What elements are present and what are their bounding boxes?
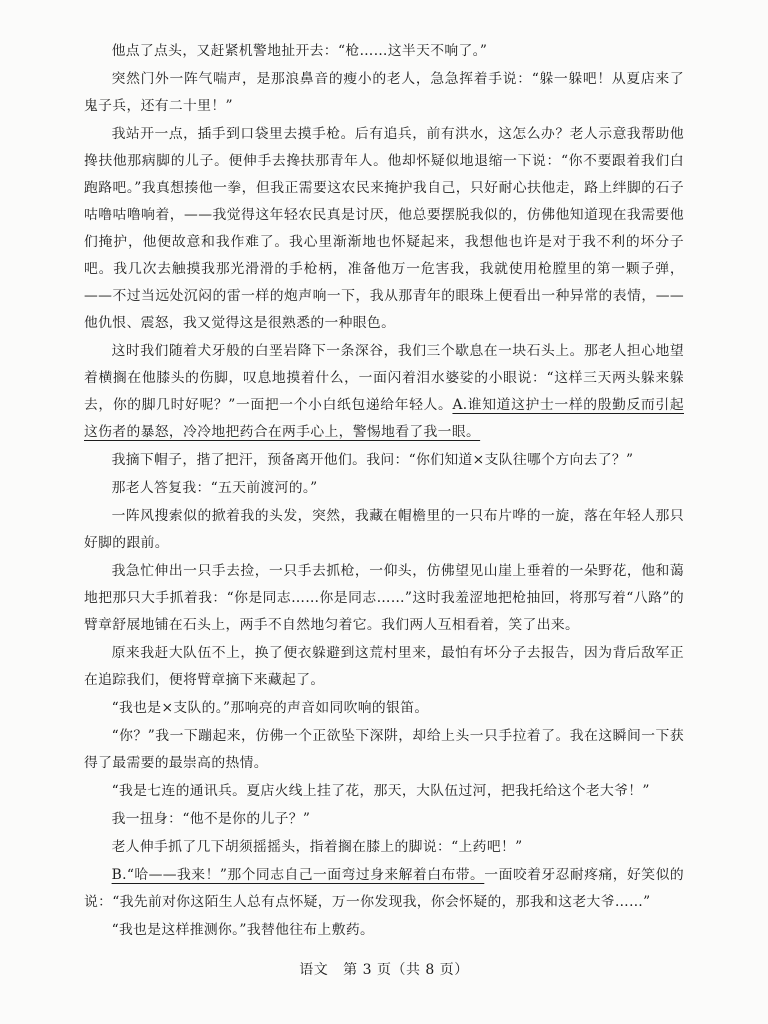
paragraph-3: 我站开一点，插手到口袋里去摸手枪。后有追兵，前有洪水，这怎么办？老人示意我帮助他搀扶他那病脚的儿子。便伸手去搀扶那青年人。他却怀疑似地退缩一下说：“你不要跟着我们白跑路吧。”我真想揍他一拳，但我正需要这农民来掩护我自己，只好耐心扶他走，路上绊脚的石子咕噜咕噜响着，——我觉得这年轻农民真是讨厌，他总要摆脱我似的，仿佛他知道现在我需要他们掩护，他便故意和我作难了。我心里渐渐地也怀疑起来，我想他也许是对于我不利的坏分子吧。我几次去触摸我那光滑滑的手枪柄，准备他万一危害我，我就使用枪膛里的第一颗子弹，——不过当远处沉闷的雷一样的炮声响一下，我从那青年的眼珠上便看出一种异常的表情，——他仇恨、震怒，我又觉得这是很熟悉的一种眼色。 bbox=[84, 126, 684, 331]
paragraph-5: 我摘下帽子，揩了把汗，预备离开他们。我问：“你们知道×支队往哪个方向去了？” bbox=[111, 452, 634, 468]
paragraph-6: 那老人答复我：“五天前渡河的。” bbox=[111, 480, 318, 496]
paragraph-4 bbox=[84, 338, 684, 446]
paragraph-11: “你？”我一下蹦起来，仿佛一个正欲坠下深阱，却给上头一只手拉着了。我在这瞬间一下获得了最需要的最崇高的热情。 bbox=[84, 728, 684, 771]
paragraph-15 bbox=[84, 862, 684, 916]
paragraph-1: 他点了点头，又赶紧机警地扯开去：“枪……这半天不响了。” bbox=[111, 43, 488, 59]
paragraph-15-text: 一面咬着牙忍耐疼痛，好笑似的说：“我先前对你这陌生人总有点怀疑，万一你发现我，你会怀疑的，那我和这老大爷……” bbox=[84, 867, 684, 910]
paragraph-9: 原来我赶大队伍不上，换了便衣躲避到这荒村里来，最怕有坏分子去报告，因为背后敌军正在追踪我们，便将臂章摘下来藏起了。 bbox=[84, 645, 684, 688]
subject-label: 语文 bbox=[299, 962, 329, 978]
paragraph-12: “我是七连的通讯兵。夏店火线上挂了花，那天，大队伍过河，把我托给这个老大爷！” bbox=[111, 783, 650, 799]
question-a-underlined-text: A.谁知道这护士一样的殷勤反而引起这伤者的暴怒，冷冷地把药合在两手心上，警惕地看了我一眼。 bbox=[84, 397, 684, 440]
story-text bbox=[84, 38, 684, 945]
page-number: 第 3 页（共 8 页） bbox=[343, 962, 469, 978]
paragraph-10: “我也是×支队的。”那响亮的声音如同吹响的银笛。 bbox=[111, 700, 429, 716]
page-footer bbox=[0, 959, 768, 979]
question-b-underlined-text: B.“哈——我来！”那个同志自己一面弯过身来解着白布带。 bbox=[111, 867, 485, 883]
paragraph-16: “我也是这样推测你。”我替他往布上敷药。 bbox=[111, 922, 375, 938]
paragraph-4-text: 这时我们随着犬牙般的白垩岩降下一条深谷，我们三个歇息在一块石头上。那老人担心地望着横搁在他膝头的伤脚，叹息地摸着什么，一面闪着泪水婆娑的小眼说：“这样三天两头躲来躲去，你的脚几时好呢？”一面把一个小白纸包递给年轻人。 bbox=[84, 343, 684, 413]
paragraph-7: 一阵风搜索似的掀着我的头发，突然，我藏在帽檐里的一只布片哗的一旋，落在年轻人那只好脚的跟前。 bbox=[84, 508, 684, 551]
paragraph-2: 突然门外一阵气喘声，是那浪鼻音的瘦小的老人，急急挥着手说：“躲一躲吧！从夏店来了鬼子兵，还有二十里！” bbox=[84, 71, 684, 114]
paragraph-13: 我一扭身：“他不是你的儿子？” bbox=[111, 811, 311, 827]
paragraph-14: 老人伸手抓了几下胡须摇摇头，指着搁在膝上的脚说：“上药吧！” bbox=[111, 839, 523, 855]
paragraph-8: 我急忙伸出一只手去捡，一只手去抓枪，一仰头，仿佛望见山崖上垂着的一朵野花，他和蔼地把那只大手抓着我：“你是同志……你是同志……”这时我羞涩地把枪抽回，将那写着“八路”的臂章舒展地铺在石头上，两手不自然地匀着它。我们两人互相看着，笑了出来。 bbox=[84, 563, 684, 633]
